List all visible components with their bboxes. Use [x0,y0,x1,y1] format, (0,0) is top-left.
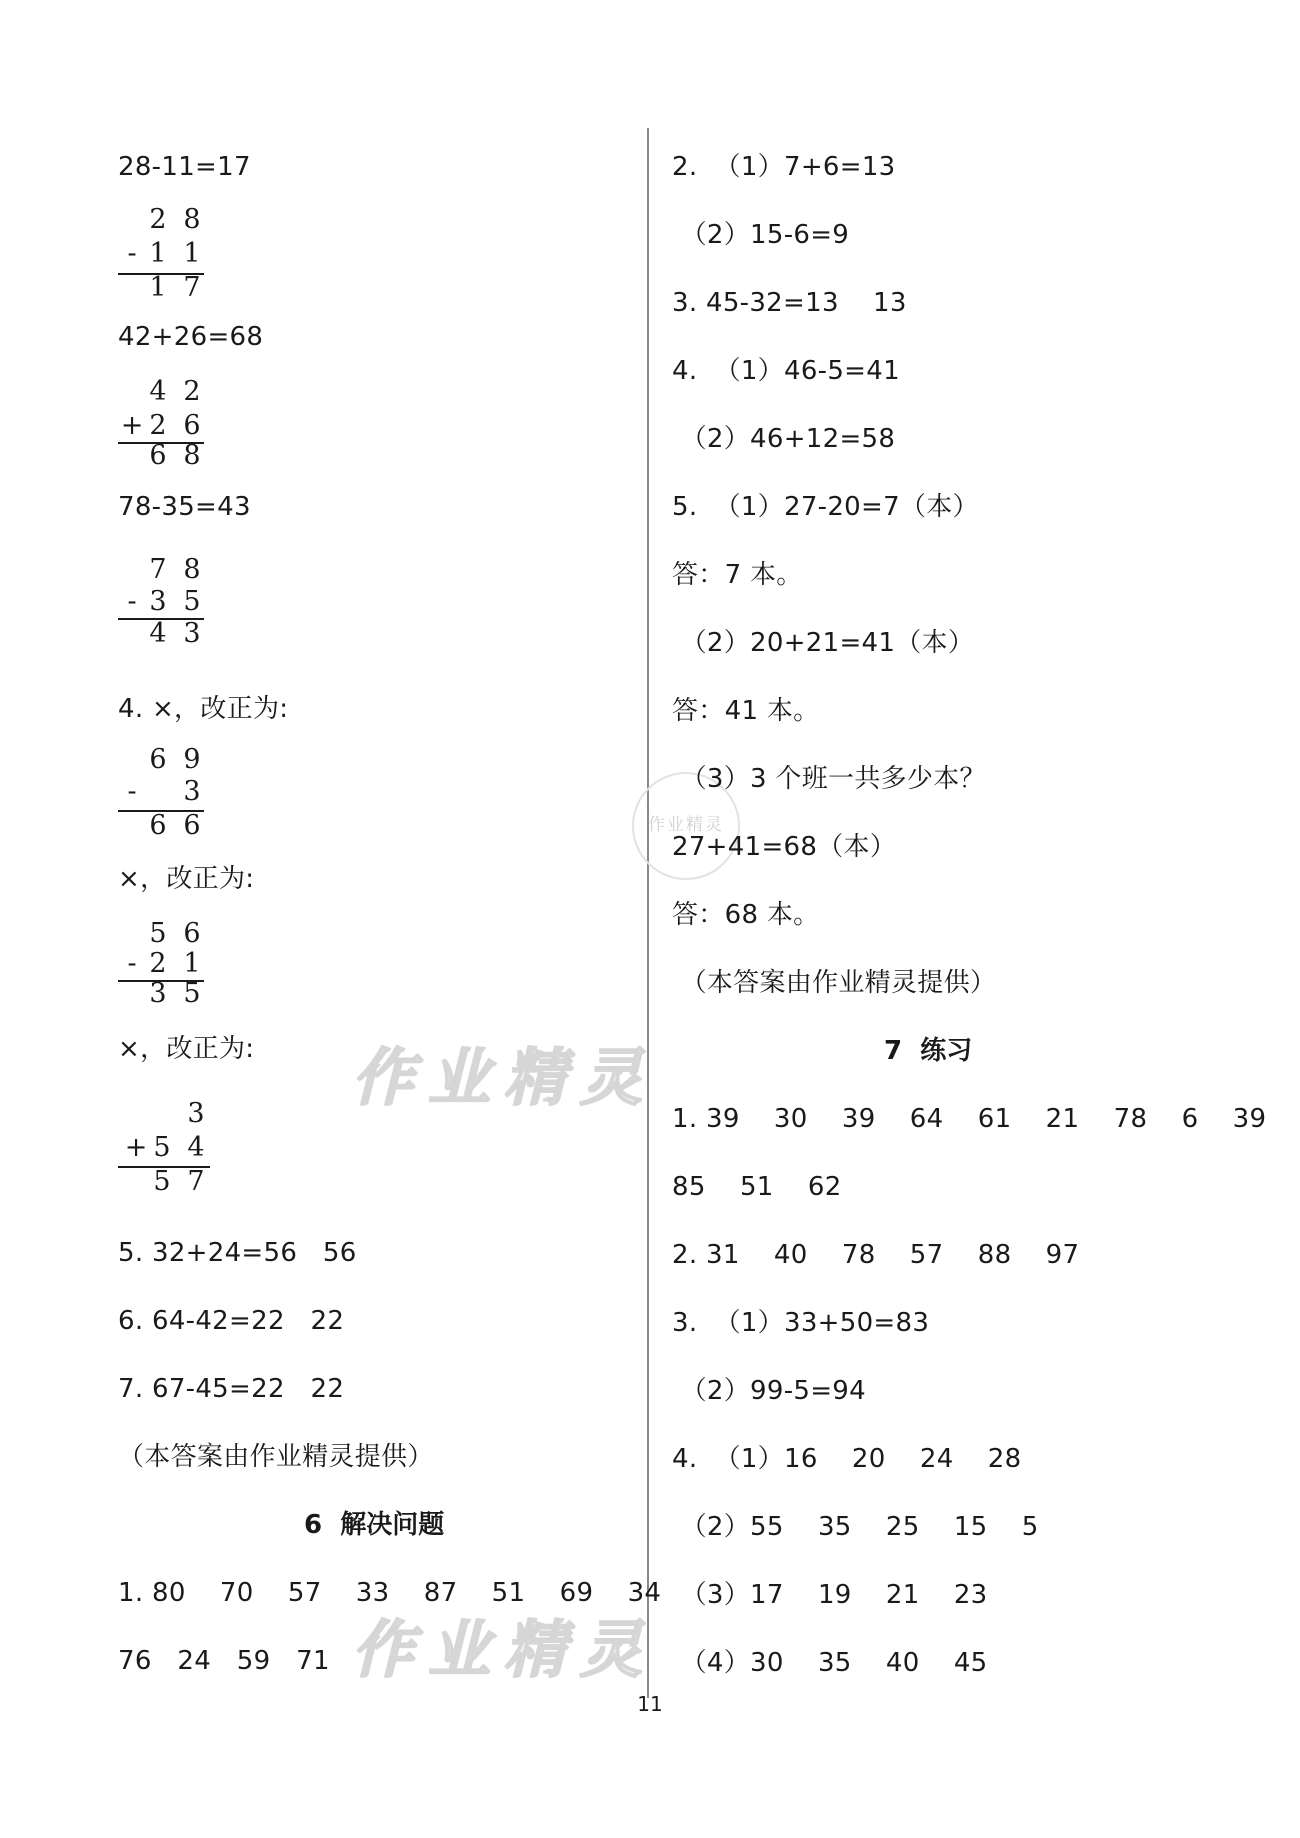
answer-line: 答：7 本。 [672,560,803,590]
stamp-text: 作业精灵 [648,815,724,835]
digit: 7 [183,272,201,303]
question-line: 4. ×，改正为: [118,694,289,724]
digit: 6 [149,810,167,841]
answer-line: （2）46+12=58 [672,424,896,454]
operator-sign: + [120,410,144,441]
digit: 6 [183,410,201,441]
digit: 7 [149,554,167,585]
digit: 4 [149,618,167,649]
source-note: （本答案由作业精灵提供） [118,1442,434,1472]
digit: 5 [183,978,201,1009]
digit: 2 [183,376,201,407]
digit: 3 [183,618,201,649]
operator-sign: - [127,238,137,269]
answer-line: 答：41 本。 [672,696,820,726]
answer-line: 5. 32+24=56 56 [118,1238,357,1268]
operator-sign: - [127,586,137,617]
digit: 3 [149,586,167,617]
digit: 6 [149,744,167,775]
digit: 5 [149,918,167,949]
answer-line: （2）20+21=41（本） [672,628,975,658]
answer-line: 1. 80 70 57 33 87 51 69 34 [118,1578,662,1608]
answer-line: （2）55 35 25 15 5 [672,1512,1039,1542]
answer-line: （2）99-5=94 [672,1376,866,1406]
answer-line: 答：68 本。 [672,900,820,930]
digit: 3 [183,776,201,807]
digit: 5 [153,1166,171,1197]
answer-line: （3）3 个班一共多少本？ [672,764,986,794]
answer-line: 85 51 62 [672,1172,842,1202]
answer-line: （2）15-6=9 [672,220,850,250]
answer-line: （3）17 19 21 23 [672,1580,988,1610]
digit: 8 [183,204,201,235]
digit: 8 [183,554,201,585]
digit: 3 [149,978,167,1009]
operator-sign: - [127,948,137,979]
answer-line: 27+41=68（本） [672,832,897,862]
digit: 1 [149,272,167,303]
answer-line: 3. （1）33+50=83 [672,1308,930,1338]
digit: 1 [149,238,167,269]
digit: 2 [149,948,167,979]
operator-sign: + [124,1132,148,1163]
digit: 5 [183,586,201,617]
answer-line: 2. 31 40 78 57 88 97 [672,1240,1080,1270]
answer-line: 76 24 59 71 [118,1646,330,1676]
digit: 1 [183,238,201,269]
answer-line: 6. 64-42=22 22 [118,1306,345,1336]
answer-line: 3. 45-32=13 13 [672,288,907,318]
digit: 6 [149,440,167,471]
section-heading: 6 解决问题 [304,1510,445,1540]
digit: 2 [149,410,167,441]
answer-line: 4. （1）46-5=41 [672,356,900,386]
column-divider [647,128,649,1698]
digit: 8 [183,440,201,471]
section-heading: 7 练习 [884,1036,973,1066]
digit: 5 [153,1132,171,1163]
digit: 6 [183,810,201,841]
equation-line: 28-11=17 [118,152,251,182]
digit: 2 [149,204,167,235]
digit: 4 [187,1132,205,1163]
watermark: 作业精灵 [352,1613,657,1686]
watermark: 作业精灵 [352,1041,657,1114]
answer-line: 7. 67-45=22 22 [118,1374,345,1404]
digit: 1 [183,948,201,979]
answer-line: 2. （1）7+6=13 [672,152,896,182]
equation-line: 78-35=43 [118,492,251,522]
answer-line: 4. （1）16 20 24 28 [672,1444,1022,1474]
digit: 6 [183,918,201,949]
digit: 9 [183,744,201,775]
digit: 7 [187,1166,205,1197]
answer-line: 5. （1）27-20=7（本） [672,492,979,522]
equation-line: 42+26=68 [118,322,264,352]
digit: 3 [187,1098,205,1129]
source-note: （本答案由作业精灵提供） [672,968,997,998]
digit: 4 [149,376,167,407]
operator-sign: - [127,776,137,807]
question-line: ×，改正为: [118,864,255,894]
answer-line: （4）30 35 40 45 [672,1648,988,1678]
question-line: ×，改正为: [118,1034,255,1064]
answer-line: 1. 39 30 39 64 61 21 78 6 39 [672,1104,1267,1134]
page-number: 11 [637,1692,663,1716]
